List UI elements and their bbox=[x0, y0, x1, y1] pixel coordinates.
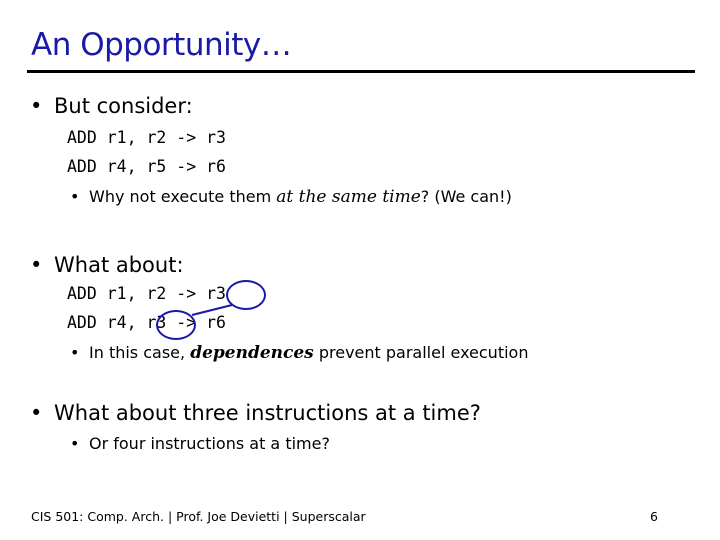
bullet-text: But consider: bbox=[54, 94, 193, 118]
code-line: ADD r1, r2 -> r3 bbox=[67, 128, 226, 147]
sub-bullet-marker: • bbox=[70, 434, 80, 453]
code-line: ADD r1, r2 -> r3 bbox=[67, 284, 226, 303]
code-line: ADD r4, r3 -> r6 bbox=[67, 313, 226, 332]
page-number: 6 bbox=[650, 509, 658, 524]
code-line: ADD r4, r5 -> r6 bbox=[67, 157, 226, 176]
sub-bullet-text: Or four instructions at a time? bbox=[89, 434, 330, 453]
bullet-marker: • bbox=[30, 401, 43, 425]
bullet-three-instructions bbox=[27, 401, 481, 425]
sub-bullet-marker: • bbox=[70, 187, 80, 206]
slide-title: An Opportunity… bbox=[31, 27, 292, 63]
bullet-text: What about three instructions at a time? bbox=[54, 401, 481, 425]
bullet-text: What about: bbox=[54, 253, 184, 277]
sub-bullet-suffix: ? (We can!) bbox=[420, 187, 512, 206]
sub-bullet-marker: • bbox=[70, 343, 80, 362]
sub-bullet-emphasis: dependences bbox=[190, 343, 314, 363]
slide-footer: CIS 501: Comp. Arch. | Prof. Joe Devietti | Superscalar bbox=[31, 509, 366, 524]
sub-bullet-prefix: Why not execute them bbox=[89, 187, 277, 206]
sub-bullet-emphasis: at the same time bbox=[276, 187, 421, 207]
sub-bullet-four-instructions bbox=[67, 434, 330, 453]
sub-bullet-dependences bbox=[67, 343, 528, 363]
sub-bullet-suffix: prevent parallel execution bbox=[313, 343, 529, 362]
sub-bullet-prefix: In this case, bbox=[89, 343, 191, 362]
bullet-marker: • bbox=[30, 253, 43, 277]
bullet-marker: • bbox=[30, 94, 43, 118]
